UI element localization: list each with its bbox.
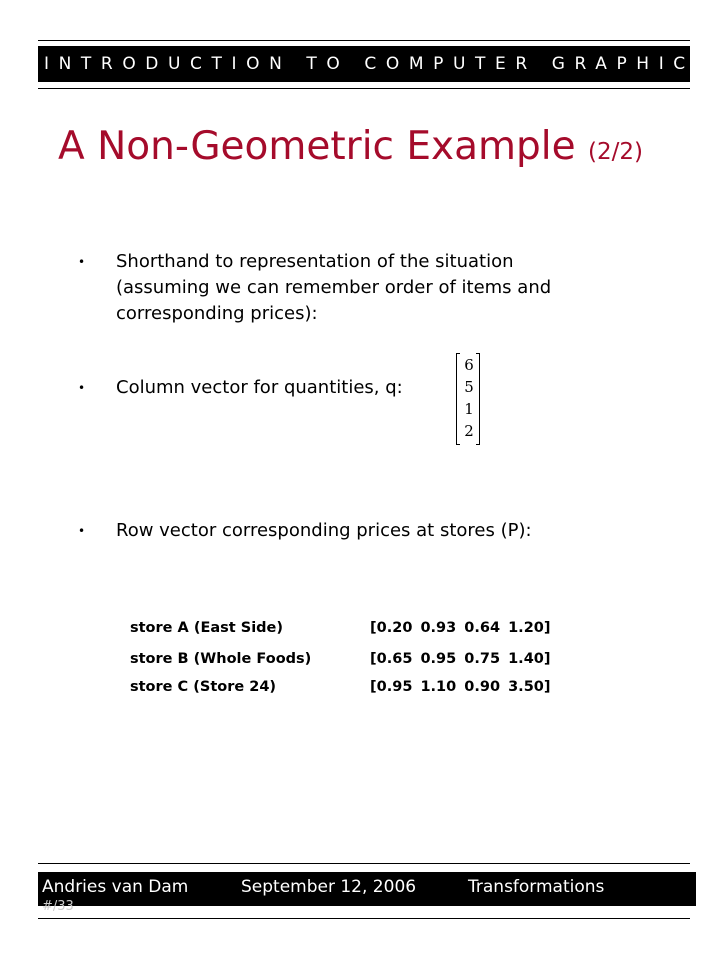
footer-rule-lower [38, 918, 690, 919]
bullet-line: (assuming we can remember order of items and [116, 277, 552, 298]
slide-title [58, 124, 643, 169]
vector-entry: 6 [464, 356, 474, 374]
footer-topic: Transformations [468, 877, 605, 897]
bullet-text: Row vector corresponding prices at stores (P): [116, 520, 532, 541]
right-bracket [476, 353, 480, 445]
bullet-line: corresponding prices): [116, 303, 318, 324]
store-prices: [0.95 1.10 0.90 3.50] [370, 679, 551, 695]
top-rule-lower [38, 88, 690, 89]
bullet-marker: • [78, 381, 86, 395]
slide-title-part: (2/2) [588, 139, 643, 165]
vector-entry: 2 [464, 422, 474, 440]
store-name: store B (Whole Foods) [130, 651, 312, 667]
quantity-vector [456, 353, 480, 445]
store-name: store C (Store 24) [130, 679, 277, 695]
top-rule-upper [38, 40, 690, 41]
vector-entry: 5 [464, 378, 474, 396]
store-prices: [0.65 0.95 0.75 1.40] [370, 651, 551, 667]
bullet-line: Shorthand to representation of the situation [116, 251, 514, 272]
footer-bar [38, 872, 696, 914]
bullet-text: Column vector for quantities, q: [116, 377, 403, 398]
footer-date: September 12, 2006 [241, 877, 417, 897]
footer-author: Andries van Dam [42, 877, 189, 897]
course-title: INTRODUCTION TO COMPUTER GRAPHICS [44, 54, 716, 74]
vector-entry: 1 [464, 400, 474, 418]
store-prices: [0.20 0.93 0.64 1.20] [370, 620, 551, 636]
left-bracket [456, 353, 460, 445]
bullet-marker: • [78, 255, 86, 269]
footer-page-number: #/33 [42, 899, 74, 914]
course-header-bar [38, 46, 716, 82]
store-name: store A (East Side) [130, 620, 284, 636]
slide-title-main: A Non-Geometric Example [58, 124, 576, 169]
footer-rule-upper [38, 863, 690, 864]
bullet-marker: • [78, 524, 86, 538]
